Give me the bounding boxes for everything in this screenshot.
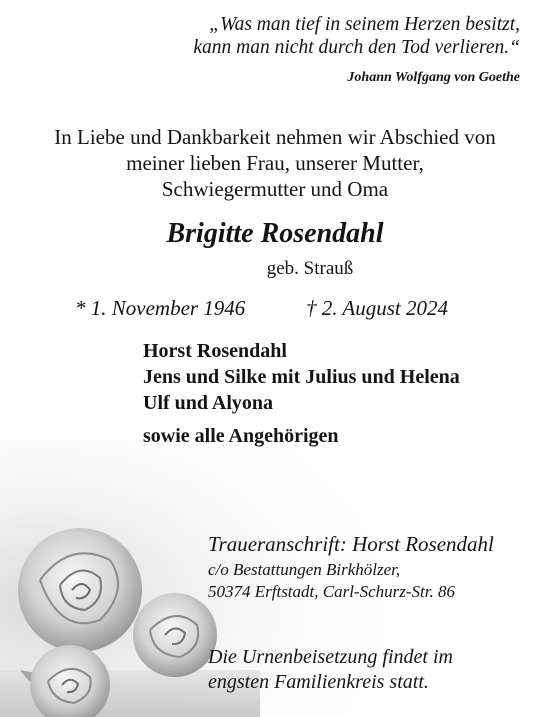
intro-line: meiner lieben Frau, unserer Mutter, xyxy=(126,151,424,175)
family-member: Ulf und Alyona xyxy=(143,392,274,414)
burial-line: Die Urnenbeisetzung findet im xyxy=(208,646,453,668)
address-line: 50374 Erftstadt, Carl-Schurz-Str. 86 xyxy=(208,582,455,601)
other-relatives: sowie alle Angehörigen xyxy=(143,425,339,447)
quote-author: Johann Wolfgang von Goethe xyxy=(347,70,520,85)
family-member: Jens und Silke mit Julius und Helena xyxy=(143,366,460,388)
goethe-quote xyxy=(150,13,520,59)
family-list xyxy=(143,338,460,416)
deceased-name: Brigitte Rosendahl xyxy=(166,218,384,249)
death-date: † 2. August 2024 xyxy=(306,296,448,320)
quote-line: „Was man tief in seinem Herzen besitzt, xyxy=(209,14,520,35)
mourning-address xyxy=(208,532,494,603)
address-line: c/o Bestattungen Birkhölzer, xyxy=(208,560,401,579)
birth-date: * 1. November 1946 xyxy=(75,296,246,320)
intro-line: Schwiegermutter und Oma xyxy=(161,177,389,201)
intro-line: In Liebe und Dankbarkeit nehmen wir Abschied von xyxy=(54,125,496,149)
burial-line: engsten Familienkreis statt. xyxy=(208,671,429,693)
family-member: Horst Rosendahl xyxy=(143,340,287,362)
burial-note xyxy=(208,645,453,695)
address-title: Traueranschrift: Horst Rosendahl xyxy=(208,532,494,556)
intro-text xyxy=(0,124,550,202)
quote-line: kann man nicht durch den Tod verlieren.“ xyxy=(193,37,520,58)
birth-name: geb. Strauß xyxy=(266,258,354,279)
